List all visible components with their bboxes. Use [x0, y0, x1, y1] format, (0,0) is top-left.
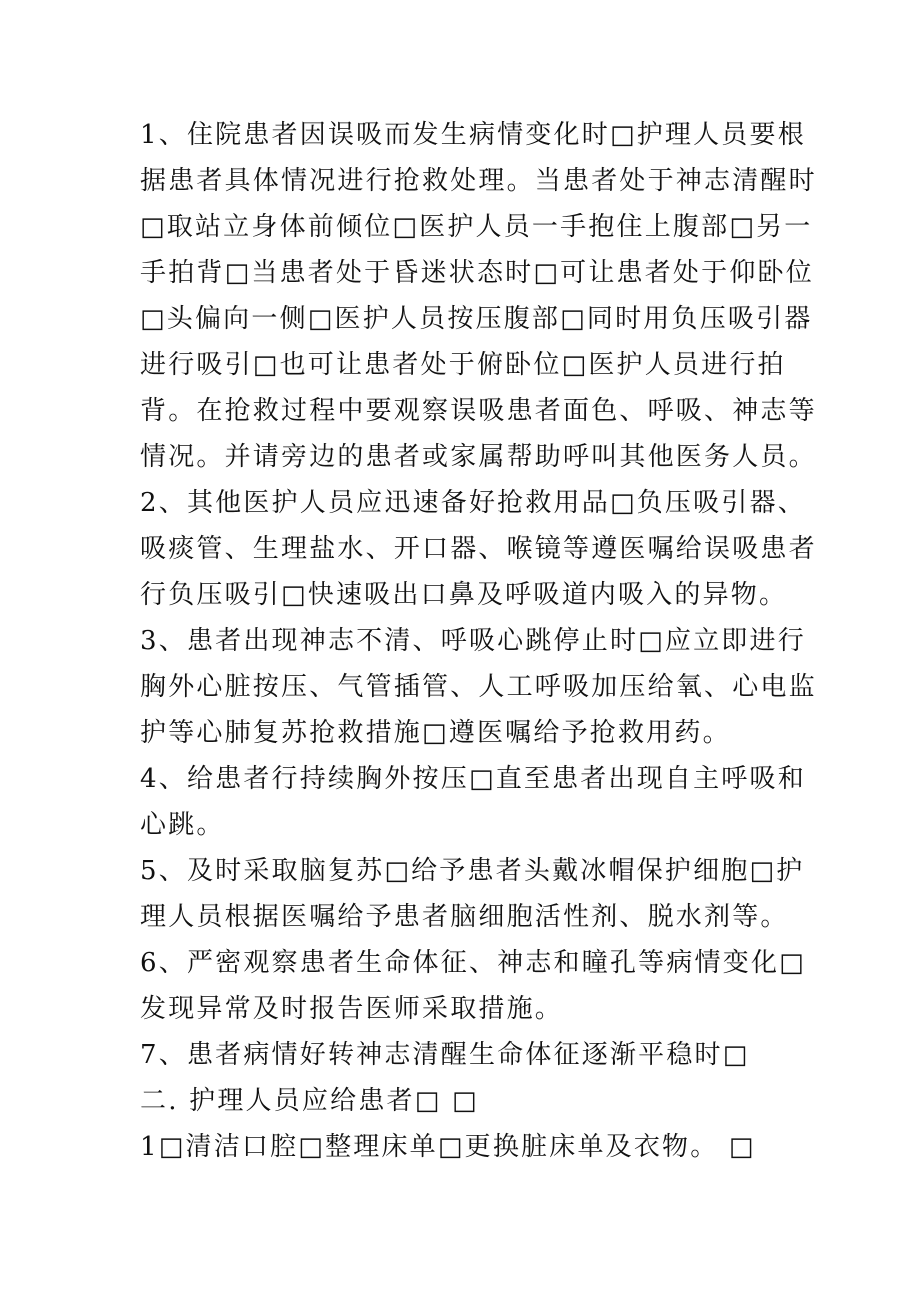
paragraph-1: 1、住院患者因误吸而发生病情变化时□护理人员要根据患者具体情况进行抢救处理。当患者处于神志清醒时□取站立身体前倾位□医护人员一手抱住上腹部□另一手拍背□当患者处于昏迷状态时□可让患者处于仰卧位□头偏向一侧□医护人员按压腹部□同时用负压吸引器进行吸引□也可让患者处于俯卧位□医护人员进行拍背。在抢救过程中要观察误吸患者面色、呼吸、神志等情况。并请旁边的患者或家属帮助呼叫其他医务人员。	[140, 120, 817, 472]
document-body	[140, 112, 820, 1170]
paragraph-4: 4、给患者行持续胸外按压□直至患者出现自主呼吸和心跳。	[140, 764, 806, 840]
paragraph-7: 7、患者病情好转神志清醒生命体征逐渐平稳时□	[140, 1040, 750, 1070]
paragraph-2: 2、其他医护人员应迅速备好抢救用品□负压吸引器、吸痰管、生理盐水、开口器、喉镜等遵医嘱给误吸患者行负压吸引□快速吸出口鼻及呼吸道内吸入的异物。	[140, 488, 817, 610]
paragraph-6: 6、严密观察患者生命体征、神志和瞳孔等病情变化□发现异常及时报告医师采取措施。	[140, 948, 806, 1024]
paragraph-5: 5、及时采取脑复苏□给予患者头戴冰帽保护细胞□护理人员根据医嘱给予患者脑细胞活性剂、脱水剂等。	[140, 856, 805, 932]
section-heading: 二. 护理人员应给患者□ □	[140, 1086, 479, 1116]
paragraph-8: 1□清洁口腔□整理床单□更换脏床单及衣物。 □	[140, 1132, 756, 1162]
paragraph-3: 3、患者出现神志不清、呼吸心跳停止时□应立即进行胸外心脏按压、气管插管、人工呼吸加压给氧、心电监护等心肺复苏抢救措施□遵医嘱给予抢救用药。	[140, 626, 817, 748]
